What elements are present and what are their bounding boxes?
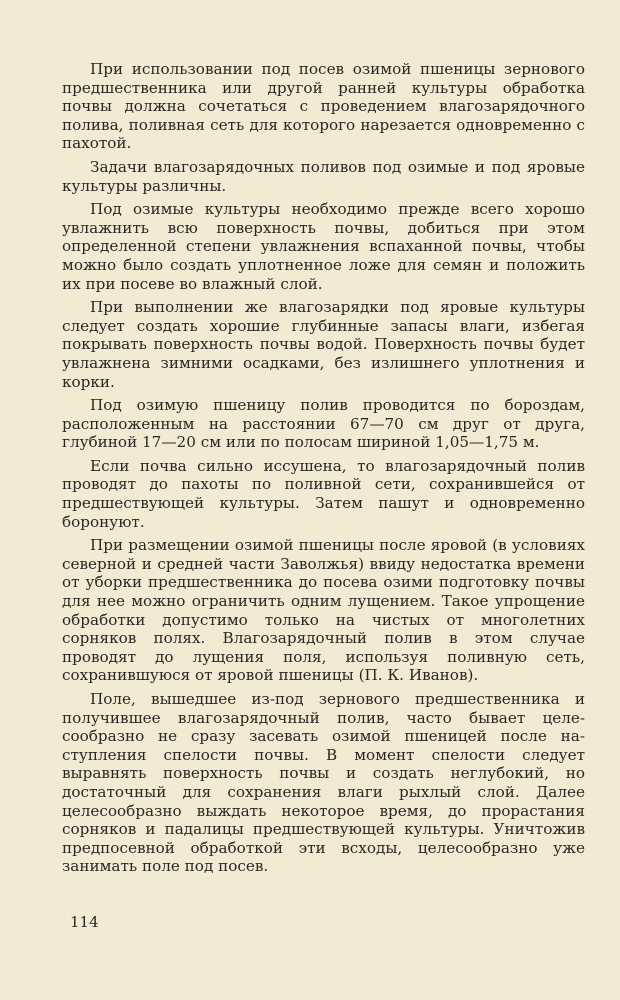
paragraph: При использовании под посев озимой пшеницы зернового предшественника или другой ранней культуры обработка почвы должна сочетаться с проведением влагозарядочного полива, поливная сеть для которого нарезается одновременно с пахотой. [62, 60, 585, 153]
paragraph: Задачи влагозарядочных поливов под озимые и под яровые культуры различны. [62, 157, 585, 195]
page-text [62, 60, 585, 881]
page-number: 114 [70, 913, 99, 931]
paragraph: Под озимые культуры необходимо прежде всего хорошо увлажнить всю поверхность почвы, добиться при этом определенной степени увлажнения вспаханной почвы, чтобы можно было создать уплотненное ложе для семян и положить их при посеве во влажный слой. [62, 200, 585, 293]
paragraph: Под озимую пшеницу полив проводится по бороздам, расположенным на расстоянии 67—70 см друг от друга, глубиной 17—20 см или по полосам шириной 1,05—1,75 м. [62, 396, 585, 452]
paragraph: При выполнении же влагозарядки под яровые культуры следует создать хорошие глубинные запасы влаги, избегая покрывать поверхность почвы водой. Поверхность почвы будет увлажнена зимними осадками, без излишнего уплотнения и корки. [62, 298, 585, 391]
paragraph: Если почва сильно иссушена, то влагозарядочный полив проводят до пахоты по поливной сети, сохранившейся от предшествующей культуры. Затем пашут и одновременно боронуют. [62, 456, 585, 531]
paragraph: Поле, вышедшее из-под зернового предшественника и получившее влагозарядочный полив, часто бывает целесообразно не сразу засевать озимой пшеницей после наступления спелости почвы. В момент спелости следует выравнять поверхность почвы и создать неглубокий, но достаточный для сохранения влаги рыхлый слой. Далее целесообразно выждать некоторое время, до прорастания сорняков и падалицы предшествующей культуры. Уничтожив предпосевной обработкой эти всходы, целесообразно уже занимать поле под посев. [62, 690, 585, 876]
paragraph: При размещении озимой пшеницы после яровой (в условиях северной и средней части Заволжья) ввиду недостатка времени от уборки предшественника до посева озими подготовку почвы для нее можно ограничить одним лущением. Такое упрощение обработки допустимо только на чистых от многолетних сорняков полях. Влагозарядочный полив в этом случае проводят до лущения поля, используя поливную сеть, сохранившуюся от яровой пшеницы (П. К. Иванов). [62, 536, 585, 685]
